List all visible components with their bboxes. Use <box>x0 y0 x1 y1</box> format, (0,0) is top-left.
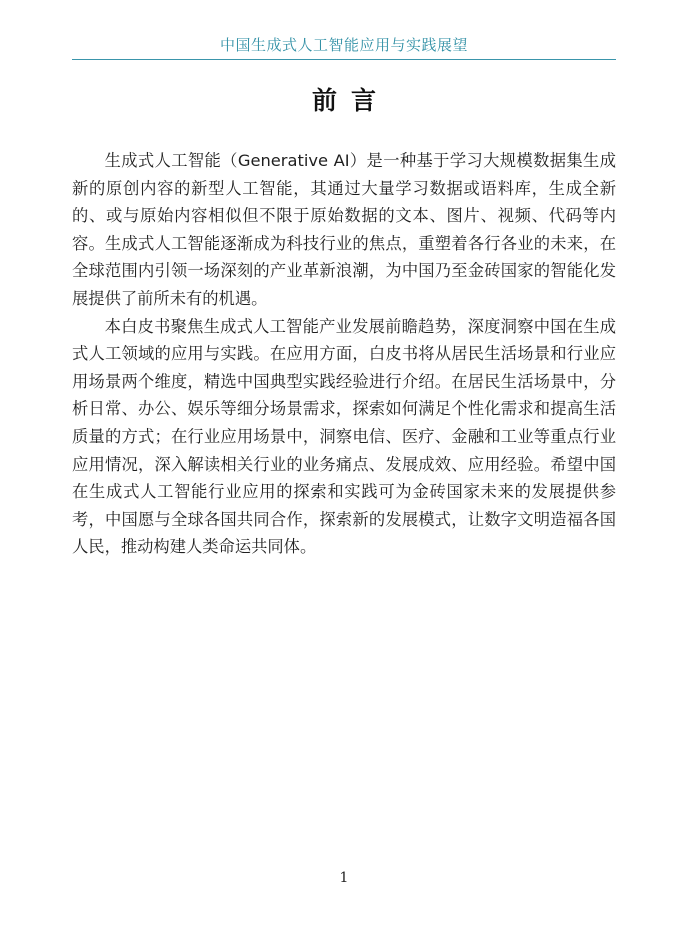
page-number: 1 <box>339 870 349 886</box>
page-title: 前言 <box>311 86 390 115</box>
running-header: 中国生成式人工智能应用与实践展望 <box>219 36 468 54</box>
body-text <box>72 147 616 561</box>
paragraph-2: 本白皮书聚焦生成式人工智能产业发展前瞻趋势，深度洞察中国在生成式人工领域的应用与实践。在应用方面，白皮书将从居民生活场景和行业应用场景两个维度，精选中国典型实践经验进行介绍。在居民生活场景中，分析日常、办公、娱乐等细分场景需求，探索如何满足个性化需求和提高生活质量的方式；在行业应用场景中，洞察电信、医疗、金融和工业等重点行业应用情况，深入解读相关行业的业务痛点、发展成效、应用经验。希望中国在生成式人工智能行业应用的探索和实践可为金砖国家未来的发展提供参考，中国愿与全球各国共同合作，探索新的发展模式，让数字文明造福各国人民，推动构建人类命运共同体。 <box>72 316 616 557</box>
paragraph-1: 生成式人工智能（Generative AI）是一种基于学习大规模数据集生成新的原创内容的新型人工智能，其通过大量学习数据或语料库，生成全新的、或与原始内容相似但不限于原始数据的文本、图片、视频、代码等内容。生成式人工智能逐渐成为科技行业的焦点，重塑着各行各业的未来，在全球范围内引领一场深刻的产业革新浪潮，为中国乃至金砖国家的智能化发展提供了前所未有的机遇。 <box>72 151 616 308</box>
header-divider <box>72 59 616 60</box>
